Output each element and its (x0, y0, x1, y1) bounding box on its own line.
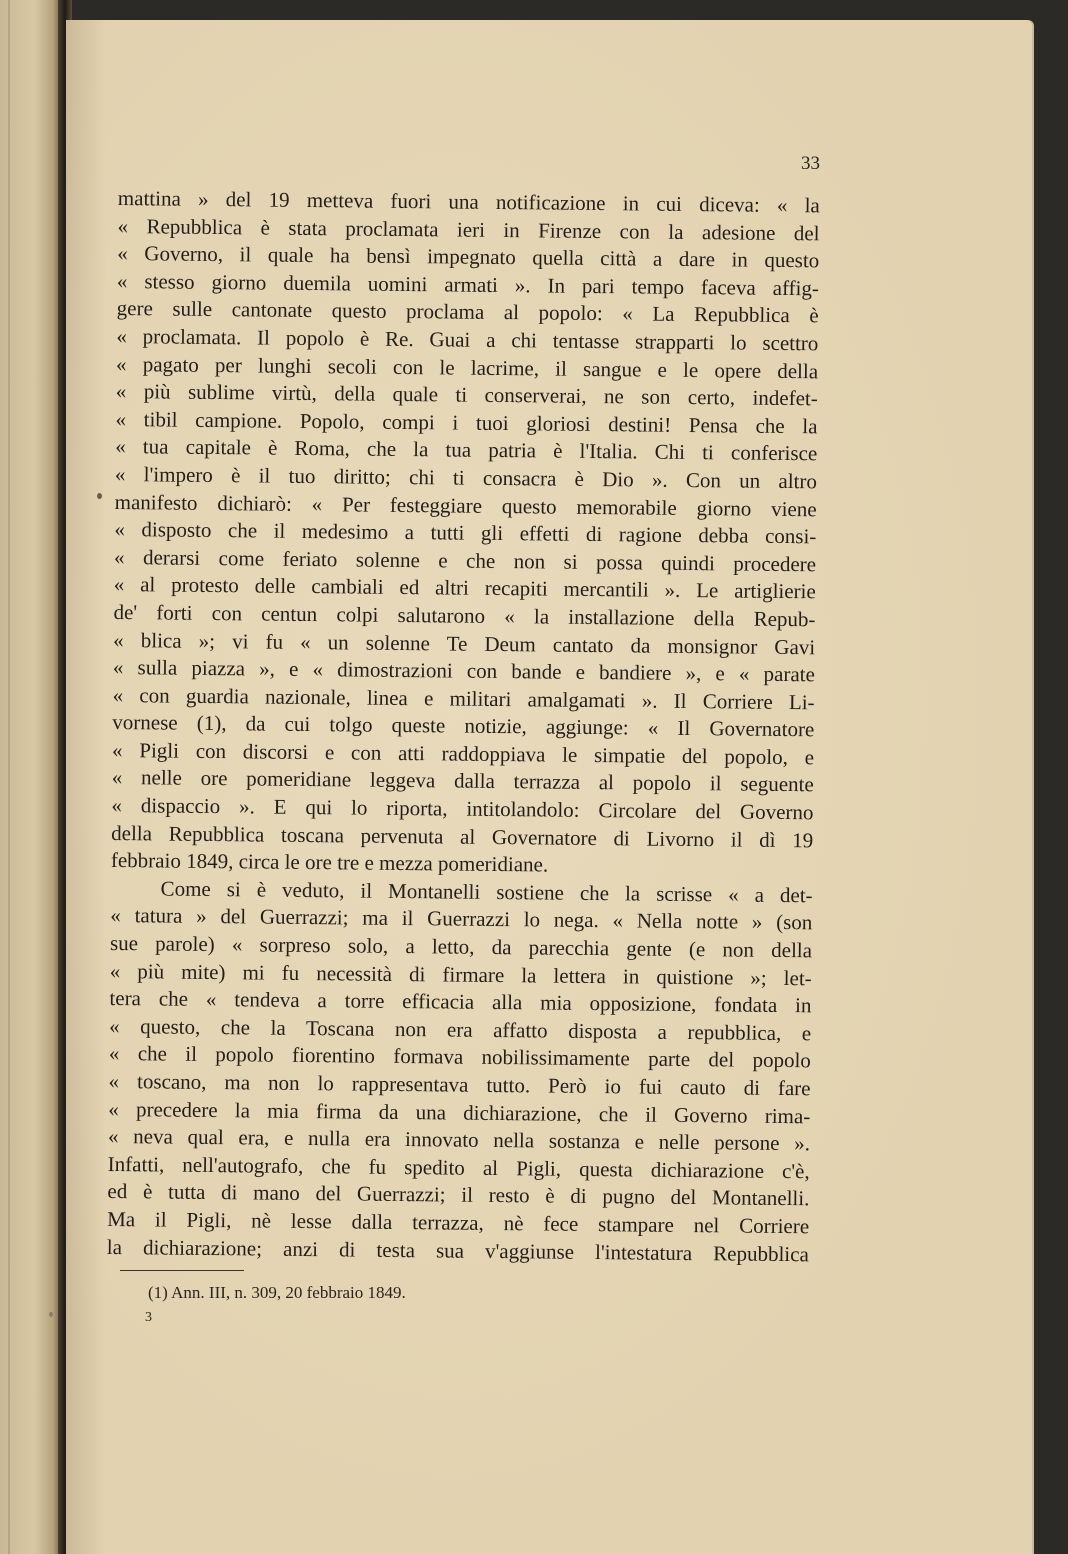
text-line: « che il popolo fiorentino formava nobilissimamente parte del popolo (108, 1041, 811, 1073)
text-line: manifesto dichiarò: « Per festeggiare questo memorabile giorno viene (114, 489, 817, 521)
left-page-fold-line (8, 0, 10, 1554)
text-line: mattina » del 19 metteva fuori una notificazione in cui diceva: « la (117, 185, 820, 218)
text-line: la dichiarazione; anzi di testa sua v'aggiunse l'intestatura Repubblica (106, 1234, 809, 1266)
text-line: della Repubblica toscana pervenuta al Governatore di Livorno il dì 19 (111, 820, 814, 852)
text-line: tera che « tendeva a torre efficacia alla mia opposizione, fondata in (109, 986, 812, 1018)
text-line: « più sublime virtù, della quale ti conserverai, ne son certo, indefet- (115, 379, 818, 411)
text-line: « Governo, il quale ha bensì impegnato quella città a dare in questo (117, 241, 820, 273)
text-line: « l'impero è il tuo diritto; chi ti consacra è Dio ». Con un altro (114, 461, 818, 494)
text-line: sue parole) « sorpreso solo, a letto, da parecchia gente (e non della (109, 930, 813, 963)
text-line: « dispaccio ». E qui lo riporta, intitolandolo: Circolare del Governo (111, 793, 814, 825)
text-line: gere sulle cantonate questo proclama al popolo: « La Repubblica è (116, 296, 819, 328)
text-line: « neva qual era, e nulla era innovato nella sostanza e nelle persone ». (107, 1124, 811, 1156)
text-line: « tua capitale è Roma, che la tua patria è l'Italia. Chi ti conferisce (115, 434, 818, 466)
text-line: « più mite) mi fu necessità di firmare la lettera in quistione »; let- (109, 958, 812, 990)
text-line: « precedere la mia firma da una dichiarazione, che il Governo rima- (108, 1096, 811, 1128)
text-line: Come si è veduto, il Montanelli sostiene che la scrisse « a det- (160, 876, 813, 908)
text-line: vornese (1), da cui tolgo queste notizie, aggiunge: « Il Governatore (112, 710, 815, 742)
text-line: « tibil campione. Popolo, compi i tuoi gloriosi destini! Pensa che la (115, 406, 818, 439)
text-line: « proclamata. Il popolo è Re. Guai a chi tentasse strapparti lo scettro (116, 323, 819, 356)
body-text (107, 185, 820, 1268)
text-line: « stesso giorno duemila uomini armati ». In pari tempo faceva affig- (116, 268, 820, 301)
text-line: « tatura » del Guerrazzi; ma il Guerrazzi lo nega. « Nella notte » (son (110, 903, 813, 935)
text-line: « derarsi come feriato solenne e che non si possa quindi procedere (113, 544, 817, 577)
text-line: « Repubblica è stata proclamata ieri in Firenze con la adesione del (117, 213, 820, 245)
text-line: « con guardia nazionale, linea e militari amalgamati ». Il Corriere Li- (112, 682, 815, 715)
text-line: « questo, che la Toscana non era affatto disposta a repubblica, e (109, 1013, 812, 1046)
text-line: « Pigli con discorsi e con atti raddoppiava le simpatie del popolo, e (111, 737, 815, 770)
text-line: de' forti con centun colpi salutarono « la installazione della Repub- (113, 599, 816, 632)
text-line: Infatti, nell'autografo, che fu spedito al Pigli, questa dichiarazione c'è, (107, 1151, 810, 1184)
text-line: « disposto che il medesimo a tutti gli effetti di ragione debba consi- (114, 517, 817, 549)
text-line: « toscano, ma non lo rappresentava tutto. Però io fui cauto di fare (108, 1068, 811, 1101)
text-line: « nelle ore pomeridiane leggeva dalla terrazza al popolo il seguente (111, 765, 814, 797)
text-line: « sulla piazza », e « dimostrazioni con bande e bandiere », e « parate (112, 655, 816, 687)
footnote: (1) Ann. III, n. 309, 20 febbraio 1849. (148, 1283, 406, 1302)
page-number: 33 (801, 153, 820, 174)
text-line: ed è tutta di mano del Guerrazzi; il resto è di pugno del Montanelli. (107, 1179, 810, 1211)
text-line: Ma il Pigli, nè lesse dalla terrazza, nè fece stampare nel Corriere (107, 1206, 810, 1239)
text-line: « blica »; vi fu « un solenne Te Deum cantato da monsignor Gavi (113, 627, 816, 659)
text-line: febbraio 1849, circa le ore tre e mezza pomeridiane. (110, 848, 549, 877)
text-line: « al protesto delle cambiali ed altri recapiti mercantili ». Le artiglierie (113, 572, 816, 604)
ink-spot (97, 493, 102, 499)
ink-spot (49, 1312, 53, 1317)
footnote-divider (120, 1270, 244, 1271)
text-line: « pagato per lunghi secoli con le lacrime, il sangue e le opere della (116, 351, 819, 383)
printer-signature-mark: 3 (145, 1310, 152, 1325)
